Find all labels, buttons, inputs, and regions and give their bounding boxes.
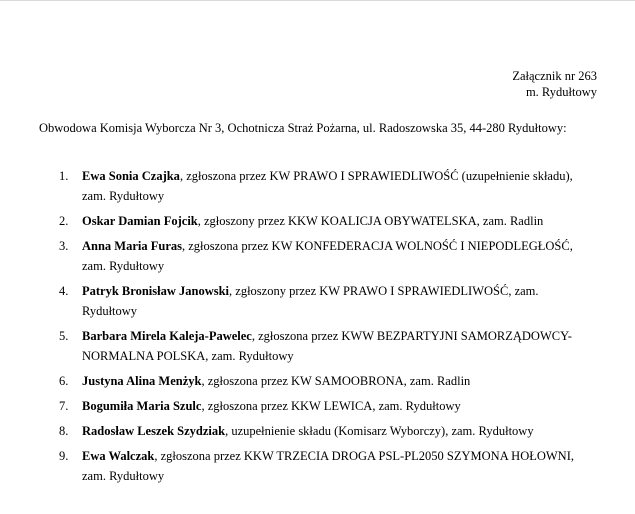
- members-list: [0, 166, 635, 491]
- member-name: Ewa Sonia Czajka: [82, 169, 180, 183]
- member-name: Barbara Mirela Kaleja-Pawelec: [82, 329, 252, 343]
- member-item: [0, 211, 635, 231]
- member-details: , zgłoszona przez KKW TRZECIA DROGA PSL-PL2050 SZYMONA HOŁOWNI, zam. Rydułtowy: [82, 449, 575, 483]
- member-name: Bogumiła Maria Szulc: [82, 399, 202, 413]
- member-details: , zgłoszona przez KW KONFEDERACJA WOLNOŚĆ I NIEPODLEGŁOŚĆ, zam. Rydułtowy: [82, 239, 573, 273]
- member-name: Oskar Damian Fojcik: [82, 214, 198, 228]
- member-item: [0, 166, 635, 206]
- annex-number: Załącznik nr 263: [512, 69, 597, 83]
- member-details: , zgłoszony przez KW PRAWO I SPRAWIEDLIWOŚĆ, zam. Rydułtowy: [82, 284, 539, 318]
- member-item: [0, 371, 635, 391]
- member-item: [0, 446, 635, 486]
- member-name: Ewa Walczak: [82, 449, 155, 463]
- member-number: 8.: [59, 424, 69, 438]
- member-number: 6.: [59, 374, 69, 388]
- member-details: , zgłoszona przez KW PRAWO I SPRAWIEDLIWOŚĆ (uzupełnienie składu), zam. Rydułtowy: [82, 169, 573, 203]
- commission-intro: Obwodowa Komisja Wyborcza Nr 3, Ochotnicza Straż Pożarna, ul. Radoszowska 35, 44-280 Rydułtowy:: [39, 121, 567, 135]
- member-details: , zgłoszona przez KW SAMOOBRONA, zam. Radlin: [201, 374, 471, 388]
- member-number: 9.: [59, 449, 69, 463]
- member-name: Justyna Alina Menżyk: [82, 374, 202, 388]
- member-details: , zgłoszona przez KKW LEWICA, zam. Rydułtowy: [201, 399, 461, 413]
- member-item: [0, 396, 635, 416]
- annex-header: [512, 68, 597, 100]
- member-item: [0, 421, 635, 441]
- member-name: Radosław Leszek Szydziak: [82, 424, 226, 438]
- member-details: , zgłoszony przez KKW KOALICJA OBYWATELSKA, zam. Radlin: [197, 214, 544, 228]
- member-details: , zgłoszona przez KWW BEZPARTYJNI SAMORZĄDOWCY-NORMALNA POLSKA, zam. Rydułtowy: [82, 329, 572, 363]
- page-top-border: [0, 0, 635, 1]
- member-item: [0, 236, 635, 276]
- member-details: , uzupełnienie składu (Komisarz Wyborczy), zam. Rydułtowy: [225, 424, 534, 438]
- member-number: 4.: [59, 284, 69, 298]
- member-number: 3.: [59, 239, 69, 253]
- member-item: [0, 281, 635, 321]
- annex-locality: m. Rydułtowy: [525, 85, 597, 99]
- member-number: 5.: [59, 329, 69, 343]
- member-number: 2.: [59, 214, 69, 228]
- member-number: 7.: [59, 399, 69, 413]
- member-number: 1.: [59, 169, 69, 183]
- member-name: Patryk Bronisław Janowski: [82, 284, 230, 298]
- member-name: Anna Maria Furas: [82, 239, 182, 253]
- member-item: [0, 326, 635, 366]
